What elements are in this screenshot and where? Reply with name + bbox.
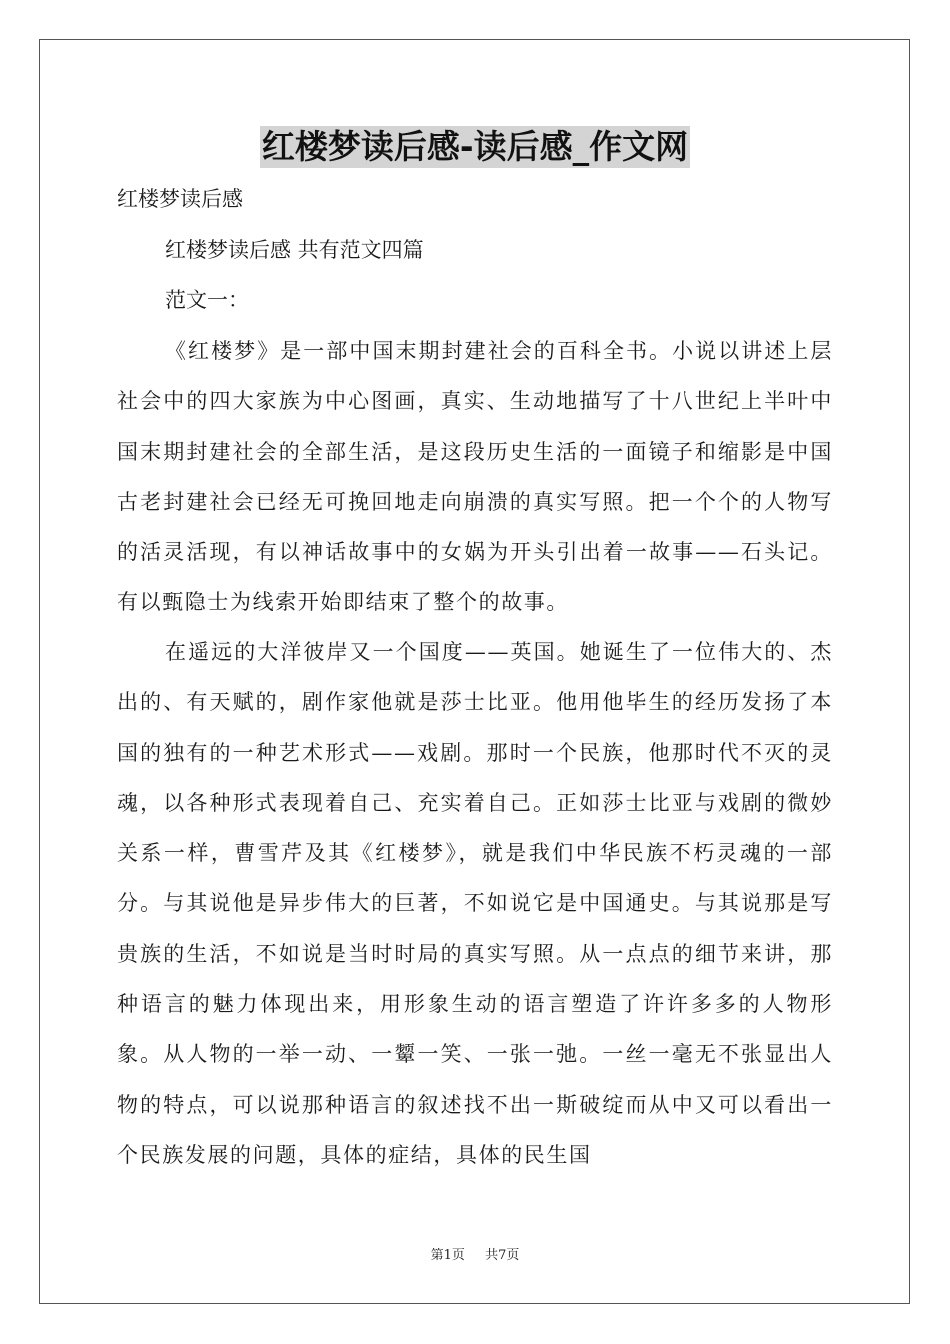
page-footer [0,1247,950,1265]
page-number: 第1页 [430,1248,465,1263]
title-container [0,126,950,168]
document-subheading: 红楼梦读后感 [117,187,243,211]
collection-line: 红楼梦读后感 共有范文四篇 [165,238,424,262]
paragraph: 在遥远的大洋彼岸又一个国度——英国。她诞生了一位伟大的、杰出的、有天赋的，剧作家他就是莎士比亚。他用他毕生的经历发扬了本国的独有的一种艺术形式——戏剧。那时一个民族，他那时代不灭的灵魂，以各种形式表现着自己、充实着自己。正如莎士比亚与戏剧的微妙关系一样，曹雪芹及其《红楼梦》，就是我们中华民族不朽灵魂的一部分。与其说他是异步伟大的巨著，不如说它是中国通史。与其说那是写贵族的生活，不如说是当时时局的真实写照。从一点点的细节来讲，那种语言的魅力体现出来，用形象生动的语言塑造了许许多多的人物形象。从人物的一举一动、一颦一笑、一张一弛。一丝一毫无不张显出人物的特点，可以说那种语言的叙述找不出一斯破绽而从中又可以看出一个民族发展的问题，具体的症结，具体的民生国 [117,640,833,1167]
paragraph: 《红楼梦》是一部中国末期封建社会的百科全书。小说以讲述上层社会中的四大家族为中心图画，真实、生动地描写了十八世纪上半叶中国末期封建社会的全部生活，是这段历史生活的一面镜子和缩影是中国古老封建社会已经无可挽回地走向崩溃的真实写照。把一个个的人物写的活灵活现，有以神话故事中的女娲为开头引出着一故事——石头记。有以甄隐士为线索开始即结束了整个的故事。 [117,339,833,615]
document-title: 红楼梦读后感-读后感_作文网 [261,127,689,166]
section-label: 范文一： [165,288,249,312]
page-total: 共7页 [485,1248,520,1263]
